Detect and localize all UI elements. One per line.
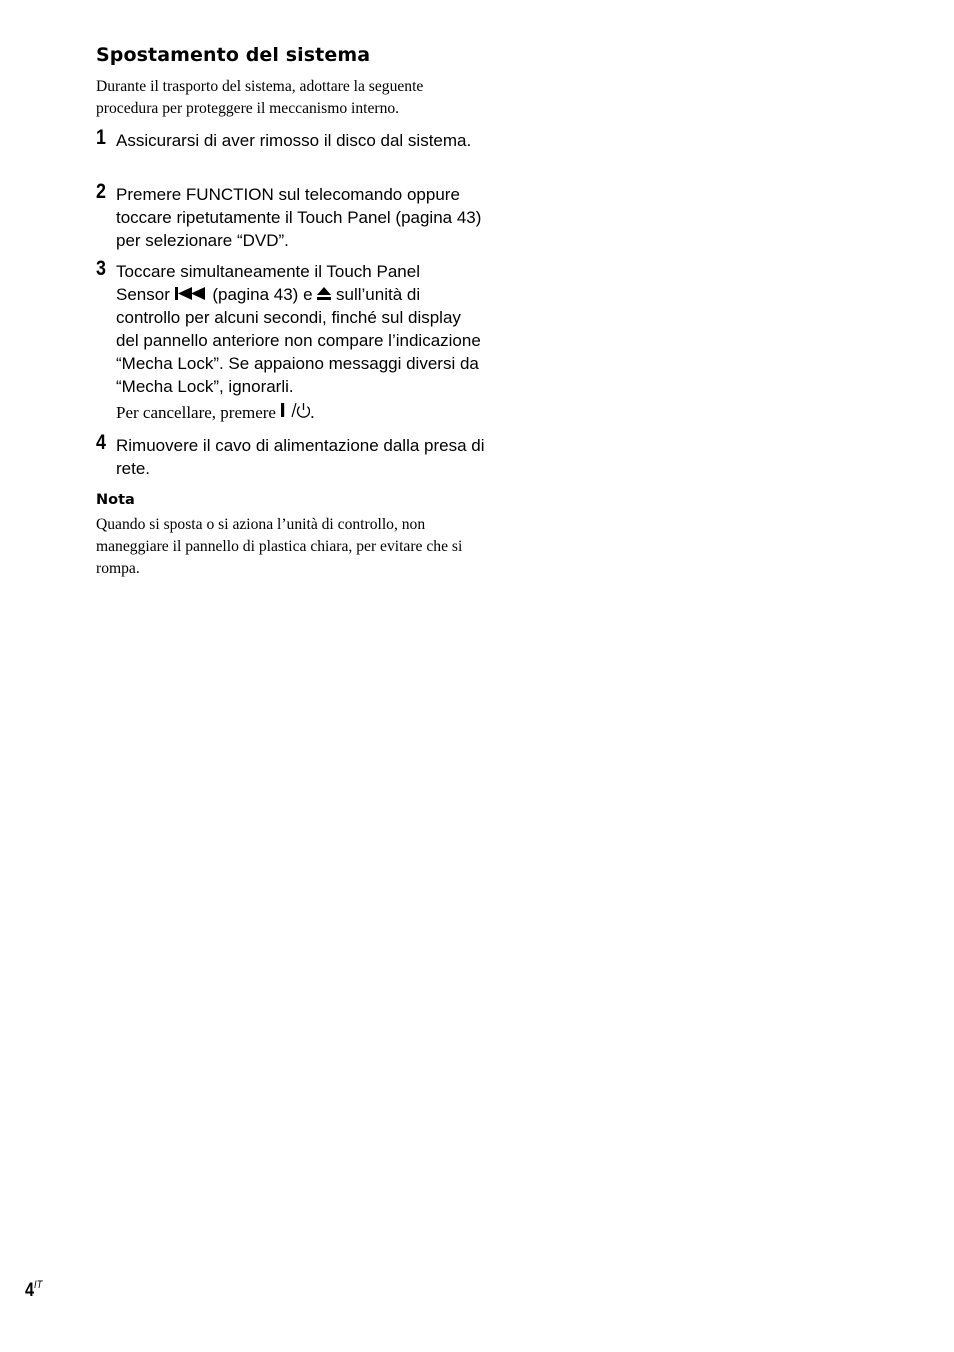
step-text-line: Toccare simultaneamente il Touch Panel <box>116 262 420 281</box>
note-text: Quando si sposta o si aziona l’unità di controllo, non maneggiare il pannello di plastica chiara, per evitare che si rompa. <box>96 516 463 577</box>
eject-icon <box>317 287 331 300</box>
page-number-value: 4 <box>25 1280 34 1301</box>
step-number: 3 <box>96 257 106 280</box>
note-title: Nota <box>96 492 135 508</box>
page-language: IT <box>33 1279 43 1291</box>
cancel-suffix: . <box>310 403 315 422</box>
intro-paragraph: Durante il trasporto del sistema, adottare la seguente procedura per proteggere il meccanismo interno. <box>96 78 424 117</box>
step-text <box>116 260 486 398</box>
step-text: Rimuovere il cavo di alimentazione dalla presa di rete. <box>116 436 485 478</box>
step-text-part: (pagina 43) e <box>212 285 313 304</box>
step-text-part: Sensor <box>116 285 170 304</box>
power-standby-icon <box>280 402 310 418</box>
section-title: Spostamento del sistema <box>96 44 371 66</box>
skip-previous-icon <box>175 287 208 300</box>
step-number: 1 <box>96 126 106 149</box>
cancel-text: Per cancellare, premere <box>116 403 276 422</box>
cancel-note <box>116 401 314 424</box>
step-text-part: sull’unità di controllo per alcuni secondi, finché sul display del pannello anteriore non compare l’indicazione “Mecha Lock”. Se appaiono messaggi diversi da “Mecha Lock”, ignorarli. <box>116 285 481 396</box>
step-text: Premere FUNCTION sul telecomando oppure toccare ripetutamente il Touch Panel (pagina 43) per selezionare “DVD”. <box>116 185 482 250</box>
step-number: 4 <box>96 431 106 454</box>
step-text: Assicurarsi di aver rimosso il disco dal sistema. <box>116 131 472 150</box>
page-number <box>25 1279 42 1302</box>
step-number: 2 <box>96 180 106 203</box>
